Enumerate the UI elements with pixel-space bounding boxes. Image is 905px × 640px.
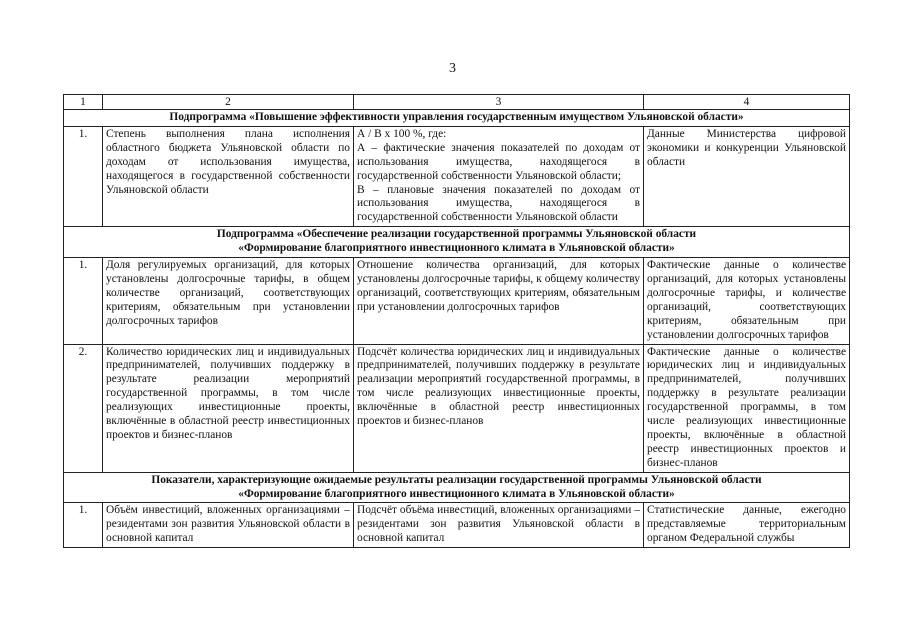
header-cell: 1	[64, 95, 103, 110]
calculation-method	[354, 503, 644, 548]
data-source: Данные Министерства цифровой экономики и конкуренции Ульяновской области	[644, 126, 850, 226]
method-line: Подсчёт объёма инвестиций, вложенных организациями – резидентами зон развития Ульяновской области в основной капитал	[357, 504, 640, 545]
section-heading-line: «Формирование благоприятного инвестиционного климата в Ульяновской области»	[238, 242, 675, 255]
indicator-name: Количество юридических лиц и индивидуальных предпринимателей, получивших поддержку в результате реализации мероприятий государственной программы, в том числе реализующих инвестиционные проекты, включённые в областной реестр инвестиционных проектов и бизнес-планов	[103, 344, 354, 472]
header-cell: 3	[354, 95, 644, 110]
section-heading-line: Подпрограмма «Обеспечение реализации государственной программы Ульяновской области	[216, 228, 697, 241]
indicator-name: Доля регулируемых организаций, для которых установлены долгосрочные тарифы, в общем количестве организаций, соответствующих критериям, обязательным при установлении долгосрочных тарифов	[103, 258, 354, 344]
calculation-method	[354, 258, 644, 344]
row-number: 2.	[64, 344, 103, 472]
section-heading-row	[64, 110, 850, 127]
section-heading-line: «Формирование благоприятного инвестиционного климата в Ульяновской области»	[238, 487, 675, 500]
section-heading-line: Подпрограмма «Повышение эффективности управления государственным имуществом Ульяновской области»	[169, 111, 744, 123]
calculation-method	[354, 126, 644, 226]
data-source: Фактические данные о количестве организаций, для которых установлены долгосрочные тарифы, и количестве организаций, соответствующих критериям, обязательным при установлении долгосрочных тарифов	[644, 258, 850, 344]
section-heading	[64, 110, 850, 127]
indicator-name: Объём инвестиций, вложенных организациями – резидентами зон развития Ульяновской области в основной капитал	[103, 503, 354, 548]
row-number: 1.	[64, 126, 103, 226]
page-number: 3	[449, 61, 456, 76]
header-cell: 4	[644, 95, 850, 110]
table-header-row	[64, 95, 850, 110]
method-line: А / В х 100 %, где:	[357, 127, 447, 140]
section-heading-row	[64, 227, 850, 258]
table-row	[64, 126, 850, 226]
header-cell: 2	[103, 95, 354, 110]
section-heading	[64, 472, 850, 503]
data-source: Фактические данные о количестве юридических лиц и индивидуальных предпринимателей, получивших поддержку в результате реализации государственной программы, в том числе реализующих инвестиционные проекты, включённые в областной реестр инвестиционных проектов и бизнес-планов	[644, 344, 850, 472]
table-row	[64, 344, 850, 472]
indicator-name: Степень выполнения плана исполнения областного бюджета Ульяновской области по доходам от использования имущества, находящегося в государственной собственности Ульяновской области	[103, 126, 354, 226]
calculation-method	[354, 344, 644, 472]
method-line: В – плановые значения показателей по доходам от использования имущества, находящегося в государственной собственности Ульяновской области	[357, 183, 640, 224]
row-number: 1.	[64, 258, 103, 344]
data-source: Статистические данные, ежегодно представляемые территориальным органом Федеральной службы	[644, 503, 850, 548]
row-number: 1.	[64, 503, 103, 548]
section-heading-row	[64, 472, 850, 503]
indicators-table	[63, 94, 850, 548]
table-row	[64, 258, 850, 344]
method-line: Отношение количества организаций, для которых установлены долгосрочные тарифы, к общему количеству организаций, соответствующих критериям, обязательным при установлении долгосрочных тарифов	[357, 259, 640, 313]
section-heading-line: Показатели, характеризующие ожидаемые результаты реализации государственной программы Ульяновской области	[151, 473, 762, 486]
table-row	[64, 503, 850, 548]
method-line: Подсчёт количества юридических лиц и индивидуальных предпринимателей, получивших поддержку в результате реализации мероприятий государственной программы, в том числе реализующих инвестиционные проекты, включённые в областной реестр инвестиционных проектов и бизнес-планов	[357, 345, 640, 428]
method-line: А – фактические значения показателей по доходам от использования имущества, находящегося в государственной собственности Ульяновской области;	[357, 141, 640, 182]
section-heading	[64, 227, 850, 258]
